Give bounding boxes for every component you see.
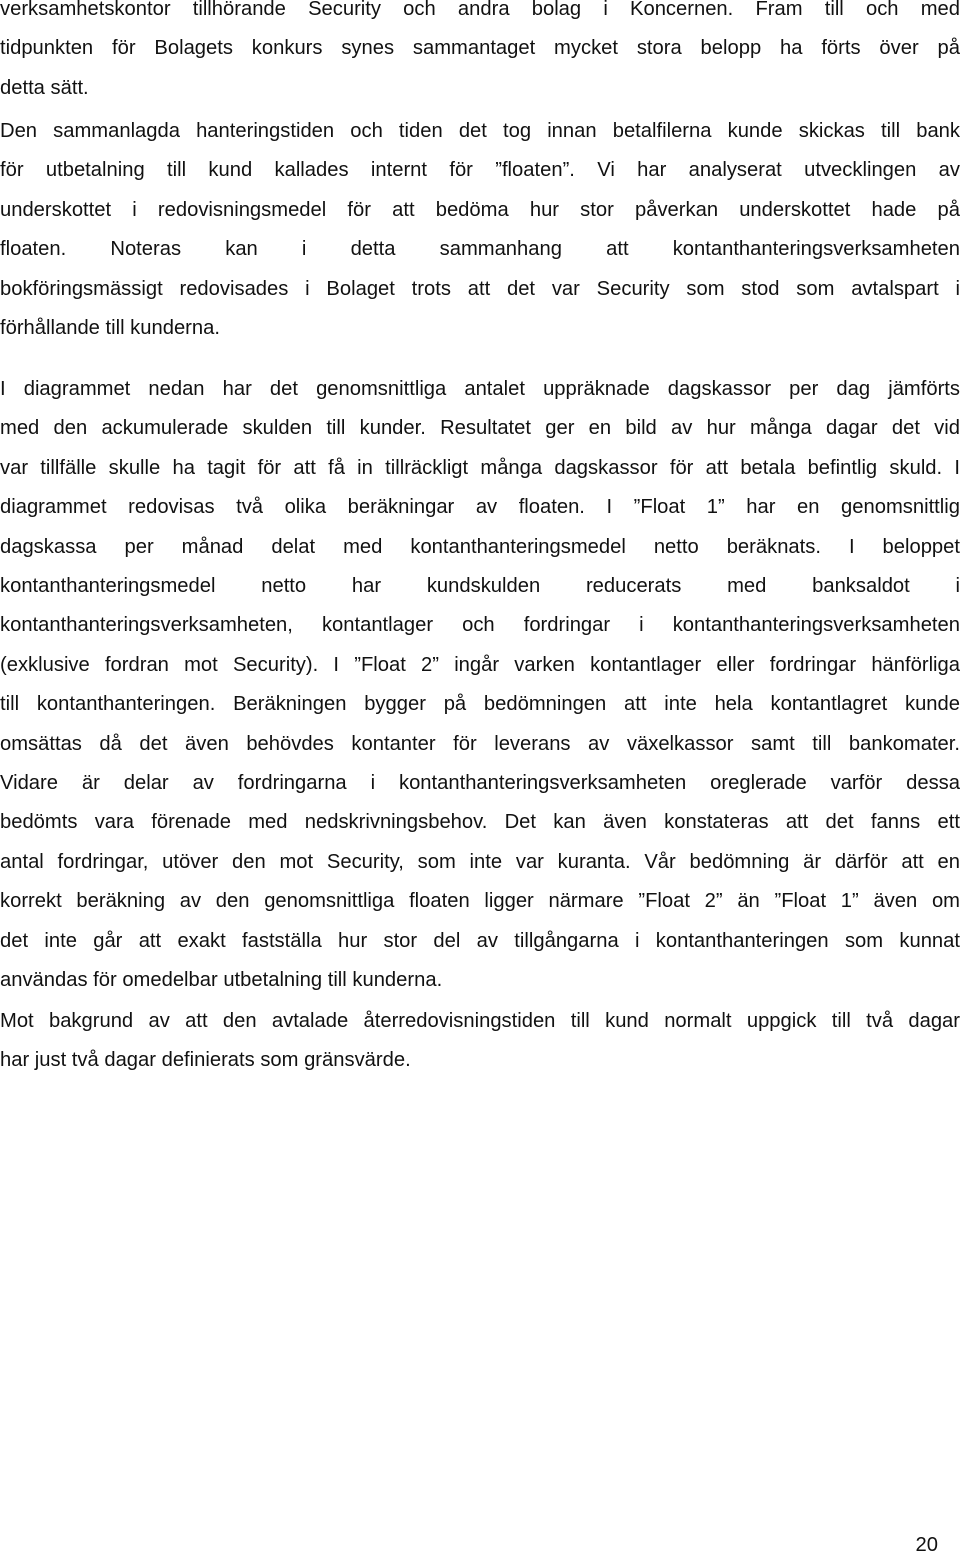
text-line: med den ackumulerade skulden till kunder. Resultatet ger en bild av hur många dagar det vid xyxy=(0,417,960,440)
page-number: 20 xyxy=(915,1534,938,1556)
text-line: bedömts vara förenade med nedskrivningsbehov. Det kan även konstateras att det fanns ett xyxy=(0,811,960,834)
text-line: verksamhetskontor tillhörande Security och andra bolag i Koncernen. Fram till och med xyxy=(0,0,960,20)
text-line: floaten. Noteras kan i detta sammanhang att kontanthanteringsverksamheten xyxy=(0,238,960,261)
text-line: till kontanthanteringen. Beräkningen bygger på bedömningen att inte hela kontantlagret kunde xyxy=(0,693,960,716)
text-line: Vidare är delar av fordringarna i kontanthanteringsverksamheten oreglerade varför dessa xyxy=(0,772,960,794)
text-line: Den sammanlagda hanteringstiden och tiden det tog innan betalfilerna kunde skickas till bank xyxy=(0,120,960,142)
text-line: underskottet i redovisningsmedel för att bedöma hur stor påverkan underskottet hade på xyxy=(0,198,960,221)
text-line: bokföringsmässigt redovisades i Bolaget trots att det var Security som stod som avtalspart i xyxy=(0,277,960,300)
text-line: var tillfälle skulle ha tagit för att få in tillräckligt många dagskassor för att betala befintlig skuld. I xyxy=(0,456,960,479)
text-line: Mot bakgrund av att den avtalade återredovisningstiden till kund normalt uppgick till två dagar xyxy=(0,1010,960,1032)
text-line: förhållande till kunderna. xyxy=(0,317,220,339)
text-line: kontanthanteringsmedel netto har kundskulden reducerats med banksaldot i xyxy=(0,575,960,597)
text-line: för utbetalning till kund kallades internt för ”floaten”. Vi har analyserat utvecklingen av xyxy=(0,159,960,182)
text-line: diagrammet redovisas två olika beräkningar av floaten. I ”Float 1” har en genomsnittlig xyxy=(0,496,960,519)
text-line: korrekt beräkning av den genomsnittliga floaten ligger närmare ”Float 2” än ”Float 1” även om xyxy=(0,890,960,913)
text-line: kontanthanteringsverksamheten, kontantlager och fordringar i kontanthanteringsverksamheten xyxy=(0,614,960,637)
text-line: antal fordringar, utöver den mot Security, som inte var kuranta. Vår bedömning är därför att en xyxy=(0,850,960,873)
text-line: (exklusive fordran mot Security). I ”Float 2” ingår varken kontantlager eller fordringar hänförliga xyxy=(0,653,960,676)
text-line: tidpunkten för Bolagets konkurs synes sammantaget mycket stora belopp ha förts över på xyxy=(0,37,960,60)
text-line: dagskassa per månad delat med kontanthanteringsmedel netto beräknats. I beloppet xyxy=(0,535,960,558)
text-line: I diagrammet nedan har det genomsnittliga antalet uppräknade dagskassor per dag jämförts xyxy=(0,378,960,400)
text-line: det inte går att exakt fastställa hur stor del av tillgångarna i kontanthanteringen som kunnat xyxy=(0,929,960,952)
text-line: användas för omedelbar utbetalning till kunderna. xyxy=(0,969,443,991)
text-line: detta sätt. xyxy=(0,76,89,99)
text-line: har just två dagar definierats som gränsvärde. xyxy=(0,1049,411,1072)
text-line: omsättas då det även behövdes kontanter för leverans av växelkassor samt till bankomater. xyxy=(0,732,960,755)
